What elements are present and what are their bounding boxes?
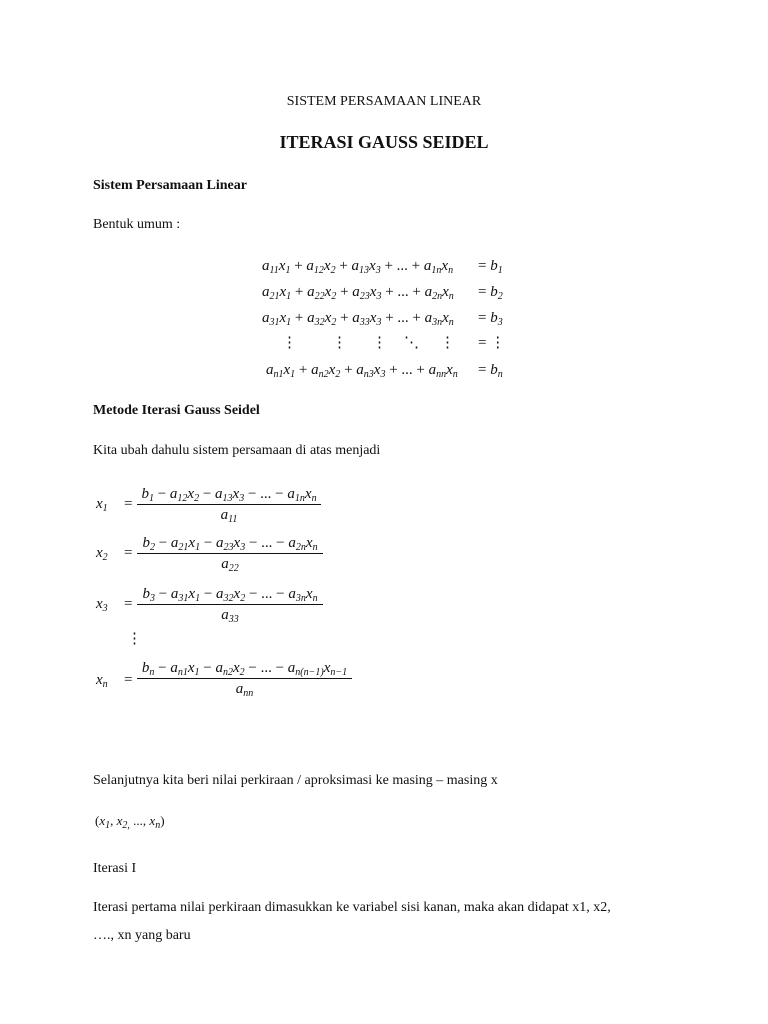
paragraph-iterasi-line1: Iterasi pertama nilai perkiraan dimasukkan ke variabel sisi kanan, maka akan didapat x1, x2, bbox=[93, 900, 611, 915]
vdots-row: ⋮ bbox=[282, 335, 297, 351]
formula-x3-lhs: $x_3$ bbox=[96, 596, 108, 614]
document-title: SISTEM PERSAMAAN LINEAR bbox=[286, 94, 482, 109]
initial-vector: ($x_1$, $x_{2,}$ ..., $x_n$) bbox=[95, 813, 165, 831]
bentuk-umum-label: Bentuk umum : bbox=[93, 217, 181, 232]
formula-x2-lhs: $x_2$ bbox=[96, 545, 108, 563]
equation-row-n: $a_{n1}x_1 + a_{n2}x_2 + a_{n3}x_3$ + ... + $a_{nn}x_n$ bbox=[266, 362, 458, 380]
formula-xn-lhs: $x_n$ bbox=[96, 672, 108, 690]
section-heading-gauss-seidel: Metode Iterasi Gauss Seidel bbox=[93, 403, 260, 418]
equation-row-3: $a_{31}x_1 + a_{32}x_2 + a_{33}x_3$ + ... + $a_{3n}x_n$ bbox=[262, 310, 454, 328]
equation-row-2: $a_{21}x_1 + a_{22}x_2 + a_{23}x_3$ + ... + $a_{2n}x_n$ bbox=[262, 284, 454, 302]
paragraph-iterasi-line2: …., xn yang baru bbox=[93, 928, 191, 943]
paragraph-approximation: Selanjutnya kita beri nilai perkiraan / aproksimasi ke masing – masing x bbox=[93, 773, 498, 788]
section-heading-spl: Sistem Persamaan Linear bbox=[93, 178, 247, 193]
section2-intro: Kita ubah dahulu sistem persamaan di atas menjadi bbox=[93, 443, 381, 458]
equation-row-1: $a_{11}x_1 + a_{12}x_2 + a_{13}x_3$ + ... + $a_{1n}x_n$ bbox=[262, 258, 454, 276]
vdots-formulas: ⋮ bbox=[127, 631, 142, 647]
formula-x3-fraction: $b_3 - a_{31}x_1 - a_{32}x_2$ − ... − $a_{3n}x_n$ $a_{33}$ bbox=[137, 586, 323, 624]
document-subtitle: ITERASI GAUSS SEIDEL bbox=[279, 132, 489, 152]
formula-x2-fraction: $b_2 - a_{21}x_1 - a_{23}x_3$ − ... − $a_{2n}x_n$ $a_{22}$ bbox=[137, 535, 323, 573]
iterasi-label: Iterasi I bbox=[93, 861, 137, 876]
formula-xn-fraction: $b_n - a_{n1}x_1 - a_{n2}x_2$ − ... − $a_{n(n-1)}x_{n-1}$ $a_{nn}$ bbox=[137, 660, 352, 698]
formula-x1-fraction: $b_1 - a_{12}x_2 - a_{13}x_3$ − ... − $a_{1n}x_n$ $a_{11}$ bbox=[137, 486, 321, 524]
formula-x1-lhs: $x_1$ bbox=[96, 496, 108, 514]
